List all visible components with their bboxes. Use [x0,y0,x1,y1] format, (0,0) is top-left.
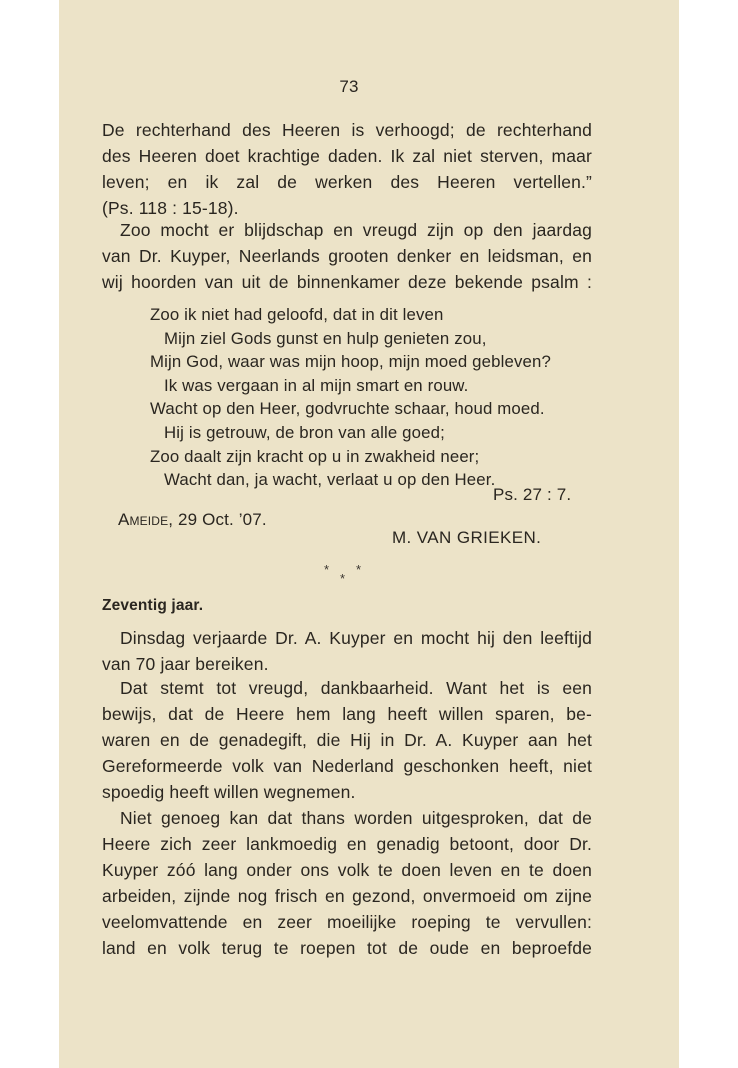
text-line: (Ps. 118 : 15-18). [102,198,239,218]
page-number: 73 [339,77,359,96]
text-line: wij hoorden van uit de binnenkamer deze bekende psalm : [102,272,592,292]
poem-line: Zoo daalt zijn kracht op u in zwakheid neer; [150,446,480,466]
paragraph-psalm-quote [102,117,592,221]
paragraph-calling [102,805,592,961]
text-line: van 70 jaar bereiken. [102,654,269,674]
poem-line: Hij is getrouw, de bron van alle goed; [164,422,445,442]
poem-line: Wacht dan, ja wacht, verlaat u op den Heer. [164,470,496,490]
text-line: Heere zich zeer lankmoedig en genadig betoont, door Dr. [102,834,592,854]
text-line: des Heeren doet krachtige daden. Ik zal niet sterven, maar [102,146,592,166]
separator-star: * [356,562,362,577]
text-line: veelomvattende en zeer moeilijke roeping te vervullen: [102,912,592,932]
text-line: Gereformeerde volk van Nederland geschonken heeft, niet [102,756,592,776]
section-separator [324,562,374,592]
section-heading: Zeventig jaar. [102,597,204,614]
place-name: Ameide, [118,510,174,529]
separator-star: * [340,571,346,586]
text-line: bewijs, dat de Heere hem lang heeft willen sparen, be- [102,704,592,724]
text-line: Zoo mocht er blijdschap en vreugd zijn op den jaardag [120,220,592,240]
poem-line: Mijn God, waar was mijn hoop, mijn moed gebleven? [150,352,551,372]
psalm-reference: Ps. 27 : 7. [493,485,572,504]
text-line: van Dr. Kuyper, Neerlands grooten denker en leidsman, en [102,246,592,266]
poem-line: Wacht op den Heer, godvruchte schaar, houd moed. [150,399,545,419]
text-line: leven; en ik zal de werken des Heeren vertellen.” [102,172,592,192]
poem-line: Ik was vergaan in al mijn smart en rouw. [164,375,469,395]
paragraph-seventy [102,625,592,677]
author-signature: M. VAN GRIEKEN. [392,528,542,547]
paragraph-gratitude [102,675,592,805]
text-line: Kuyper zóó lang onder ons volk te doen leven en te doen [102,860,592,880]
text-line: Dat stemt tot vreugd, dankbaarheid. Want het is een [120,678,592,698]
paragraph-birthday [102,217,592,295]
separator-star: * [324,562,330,577]
text-line: arbeiden, zijnde nog frisch en gezond, onvermoeid om zijne [102,886,592,906]
book-page [59,0,679,1068]
psalm-poem [150,303,551,492]
poem-line: Zoo ik niet had geloofd, dat in dit leven [150,305,444,324]
date: 29 Oct. ’07. [178,510,267,529]
place-date [118,510,267,530]
poem-line: Mijn ziel Gods gunst en hulp genieten zou, [164,328,487,348]
text-line: De rechterhand des Heeren is verhoogd; de rechterhand [102,120,592,140]
text-line: waren en de genadegift, die Hij in Dr. A. Kuyper aan het [102,730,592,750]
text-line: Dinsdag verjaarde Dr. A. Kuyper en mocht hij den leeftijd [120,628,592,648]
text-line: spoedig heeft willen wegnemen. [102,782,356,802]
text-line: Niet genoeg kan dat thans worden uitgesproken, dat de [120,808,592,828]
text-line: land en volk terug te roepen tot de oude en beproefde [102,938,592,958]
